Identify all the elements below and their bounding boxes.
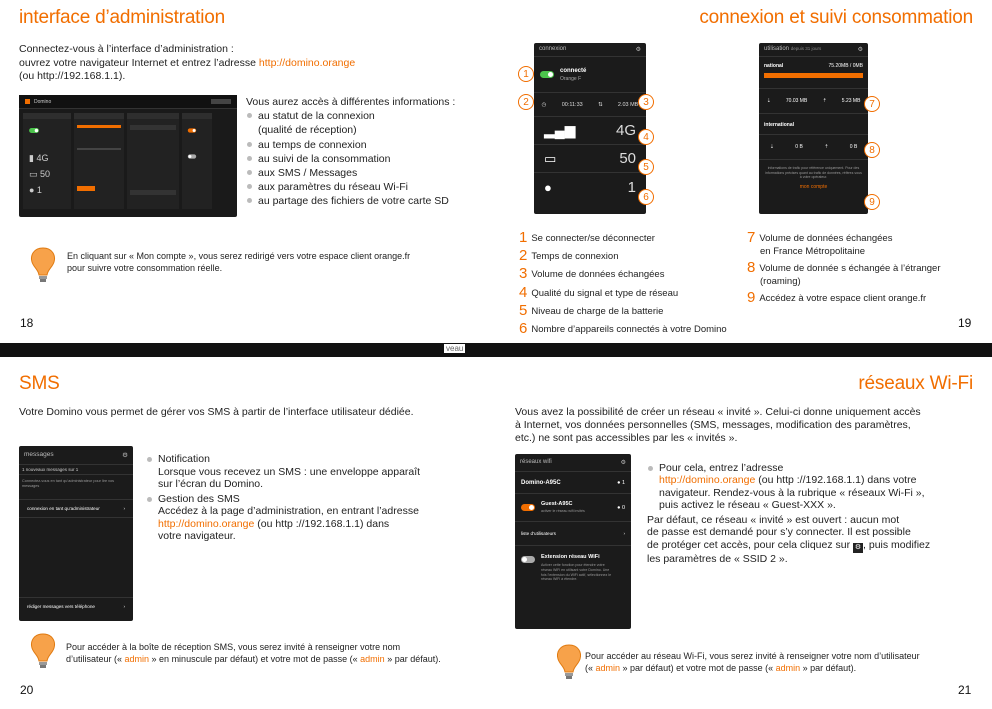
connexion-screen — [534, 43, 646, 214]
legend-left — [519, 229, 727, 338]
battery-level: 50 — [619, 150, 636, 167]
marker-1: 1 — [518, 66, 534, 82]
access-item: au partage des fichiers de votre carte SD — [246, 194, 486, 208]
signal-icon: ▂▄▆ — [544, 122, 576, 138]
domino-link[interactable]: http://domino.orange — [659, 474, 756, 487]
intl-download: 0 B — [795, 144, 803, 150]
legend-item: 7 Volume de données échangées — [747, 229, 893, 246]
legend-item: 2 Temps de connexion — [519, 247, 619, 265]
chevron-right-icon: › — [123, 604, 125, 609]
settings-icon[interactable]: ⚙ — [635, 47, 641, 53]
sms-management-title: Gestion des SMS — [146, 493, 486, 506]
marker-2: 2 — [518, 94, 534, 110]
connected-devices: 1 — [627, 178, 636, 196]
messages-note: Connectez-vous en tant qu’administrateur pour lire vos messages — [22, 479, 115, 488]
chevron-right-icon: › — [123, 506, 125, 511]
page18-tip: En cliquant sur « Mon compte », vous serez redirigé vers votre espace client orange.fr pour suivre votre consommation réelle. — [67, 251, 411, 273]
screen-title: Domino — [34, 98, 52, 105]
page21-intro: Vous avez la possibilité de créer un réseau « invité ». Celui-ci donne uniquement accès à Internet, vos données personnelles (SMS, messages, modification des paramètres, etc.) ne sont pas accessibles par les « invités ». — [515, 406, 921, 445]
legend-right: 7 Volume de données échangées en France Métropolitaine 8 Volume de donnée s échangée à l’étranger (roaming) 9 Accédez à votre espace client orange.fr — [747, 232, 977, 306]
access-item: au temps de connexion — [246, 138, 486, 152]
transfer-icon: ⇅ — [597, 101, 603, 108]
marker-5: 5 — [638, 159, 654, 175]
access-title: Vous aurez accès à différentes informations : — [246, 96, 456, 108]
settings-icon[interactable]: ⚙ — [854, 543, 862, 551]
write-message-button[interactable]: rédiger messages vers téléphone › — [19, 597, 133, 615]
access-item: au statut de la connexion — [246, 109, 486, 123]
access-item-cont: (qualité de réception) — [258, 124, 357, 137]
download-volume: 70.03 MB — [785, 98, 808, 104]
legend-item: 6 Nombre d’appareils connectés à votre Domino — [519, 320, 727, 338]
page20-intro: Votre Domino vous permet de gérer vos SMS à partir de l’interface utilisateur dédiée. — [19, 406, 414, 418]
legend-item: 3 Volume de données échangées — [519, 265, 665, 283]
settings-icon[interactable]: ⚙ — [620, 460, 626, 466]
messages-header: messages — [24, 451, 54, 458]
usage-screen: utilisation depuis 31 jours ⚙ national 75.20MB / 0MB ⇣ 70.03 MB ⇡ 5.23 MB international ⇣ 0 B ⇡ 0 B informations de trafic pour référence uniquement. Pour des informations précises quant au trafic de données, référez-vous à votre opérateur. mon compte — [759, 43, 868, 214]
upload-volume: 5.23 MB — [841, 98, 861, 104]
wifi-steps: Pour cela, entrez l’adresse http://domino.orange (ou http ://192.168.1.1) dans votre navigateur. Rendez-vous à la rubrique « réseaux Wi-Fi », puis activez le réseau « Guest-XXX ». Par défaut, ce réseau « invité » est ouvert : aucun mot de passe est demandé pour s’y connecter. Il est possible de protéger cet accès, pour cela cliquez sur ⚙ , puis modifiez les paramètres de « SSID 2 ». — [647, 462, 967, 565]
domino-link[interactable]: http://domino.orange — [158, 517, 255, 530]
upload-icon: ⇡ — [824, 144, 829, 150]
user-icon: ● — [617, 479, 621, 486]
new-messages-count: 1 nouveaux messages sur 1 — [19, 465, 133, 475]
page20-title: SMS — [19, 373, 60, 394]
page-number-19: 19 — [958, 316, 972, 330]
notification-title: Notification — [146, 453, 486, 466]
marker-9: 9 — [864, 194, 880, 210]
settings-icon[interactable]: ⚙ — [122, 452, 128, 459]
operator-name: Orange F — [560, 75, 582, 82]
page18-title: interface d’administration — [19, 7, 226, 28]
page-number-21: 21 — [958, 683, 972, 697]
intro-line: (ou http://192.168.1.1). — [19, 70, 126, 82]
page21-tip: Pour accéder au réseau Wi-Fi, vous serez invité à renseigner votre nom d’utilisateur (« admin » par défaut) et votre mot de passe (« admin » par défaut). — [585, 651, 920, 673]
page19-title: connexion et suivi consommation — [699, 7, 973, 28]
access-item: au suivi de la consommation — [246, 152, 486, 166]
access-list — [246, 95, 486, 209]
intro-line: ouvrez votre navigateur Internet et entrez l’adresse http://domino.orange — [19, 56, 356, 69]
user-icon: ● — [544, 179, 552, 195]
extension-toggle[interactable] — [521, 556, 535, 563]
orange-logo-icon — [25, 99, 30, 104]
legend-item: 5 Niveau de charge de la batterie — [519, 301, 664, 319]
users-list-button[interactable]: liste d’utilisateurs › — [515, 522, 631, 546]
lightbulb-icon — [28, 246, 58, 284]
download-icon: ⇣ — [769, 144, 774, 150]
marker-3: 3 — [638, 94, 654, 110]
clock-icon: ◷ — [541, 101, 547, 108]
intro-line: Connectez-vous à l’interface d’administration : — [19, 43, 234, 55]
legend-item: 8 Volume de donnée s échangée à l’étranger — [747, 259, 941, 276]
extension-desc: Activer cette fonction pour étendre votre réseau WiFi en utilisant votre Domino. Une fois l’extension du WiFi actif, sélectionnez le réseau WiFi à étendre. — [541, 563, 612, 582]
national-usage-bar — [764, 73, 863, 78]
lightbulb-icon — [554, 643, 584, 681]
international-label: international — [764, 122, 795, 128]
mon-compte-button[interactable]: mon compte — [799, 183, 828, 190]
national-label: national — [764, 63, 784, 69]
usage-header: utilisation — [764, 46, 790, 52]
domino-link[interactable]: http://domino.orange — [258, 56, 356, 69]
user-icon: ● — [617, 504, 621, 511]
messages-screen — [19, 446, 133, 621]
intl-upload: 0 B — [849, 144, 858, 150]
marker-6: 6 — [638, 189, 654, 205]
wifi-networks-screen: réseaux wifi ⚙ Domino-A95C ● 1 Guest-A95C activer le réseau wifi invités ● 0 liste d’utilisateurs › Extension réseau WiFi Activer cette fonction pour étendre votre réseau WiFi en utilisant votre Domino. Une fois l’extension du WiFi actif, sélectionnez le réseau WiFi à étendre. — [515, 454, 631, 629]
legend-item: 1 Se connecter/se déconnecter — [519, 229, 655, 246]
page-number-18: 18 — [20, 316, 34, 330]
extension-title: Extension réseau WiFi — [541, 554, 600, 560]
connect-toggle[interactable] — [540, 71, 554, 78]
marker-4: 4 — [638, 129, 654, 145]
spread-divider — [0, 343, 992, 357]
access-item: aux SMS / Messages — [246, 166, 486, 180]
guest-wifi-toggle[interactable] — [521, 504, 535, 511]
data-volume: 2.03 MB — [617, 101, 639, 108]
page-number-20: 20 — [20, 683, 34, 697]
wifi-header: réseaux wifi — [520, 459, 552, 465]
marker-7: 7 — [864, 96, 880, 112]
page18-intro — [19, 43, 479, 84]
chevron-right-icon: › — [623, 531, 625, 536]
access-item: aux paramètres du réseau Wi-Fi — [246, 180, 486, 194]
connect-label: connecté — [560, 67, 587, 74]
national-value: 75.20MB / 0MB — [828, 63, 863, 69]
usage-info: informations de trafic pour référence uniquement. Pour des informations précises quant au trafic de données, référez-vous à votre opérateur. — [765, 166, 862, 179]
connexion-header: connexion — [539, 46, 567, 52]
admin-login-button[interactable]: connexion en tant qu’administrateur › — [19, 499, 133, 518]
battery-icon: ▭ — [544, 150, 557, 166]
divider-fragment: veau — [446, 344, 464, 353]
lightbulb-icon — [28, 632, 58, 670]
page21-title: réseaux Wi-Fi — [858, 373, 973, 394]
network-type: 4G — [615, 122, 636, 139]
legend-item: 9 Accédez à votre espace client orange.fr — [747, 289, 927, 306]
ssid-guest: Guest-A95C — [541, 500, 573, 507]
ssid-main: Domino-A95C — [521, 479, 561, 486]
connection-time: 00:11:33 — [561, 101, 583, 108]
marker-8: 8 — [864, 142, 880, 158]
sms-info: Notification Lorsque vous recevez un SMS : une enveloppe apparaît sur l’écran du Domino. Gestion des SMS Accédez à la page d’administration, en entrant l’adresse http://domino.orange (ou http ://192.168.1.1) dans votre navigateur. — [146, 453, 486, 543]
upload-icon: ⇡ — [822, 98, 827, 104]
download-icon: ⇣ — [766, 98, 771, 104]
page20-tip: Pour accéder à la boîte de réception SMS, vous serez invité à renseigner votre nom d’utilisateur (« admin » en minuscule par défaut) et votre mot de passe (« admin » par défaut). — [66, 642, 441, 664]
admin-interface-screenshot: Domino ▮ 4G ▭ 50 ● 1 — [19, 95, 237, 217]
legend-item: 4 Qualité du signal et type de réseau — [519, 283, 679, 301]
settings-icon[interactable]: ⚙ — [857, 47, 863, 53]
